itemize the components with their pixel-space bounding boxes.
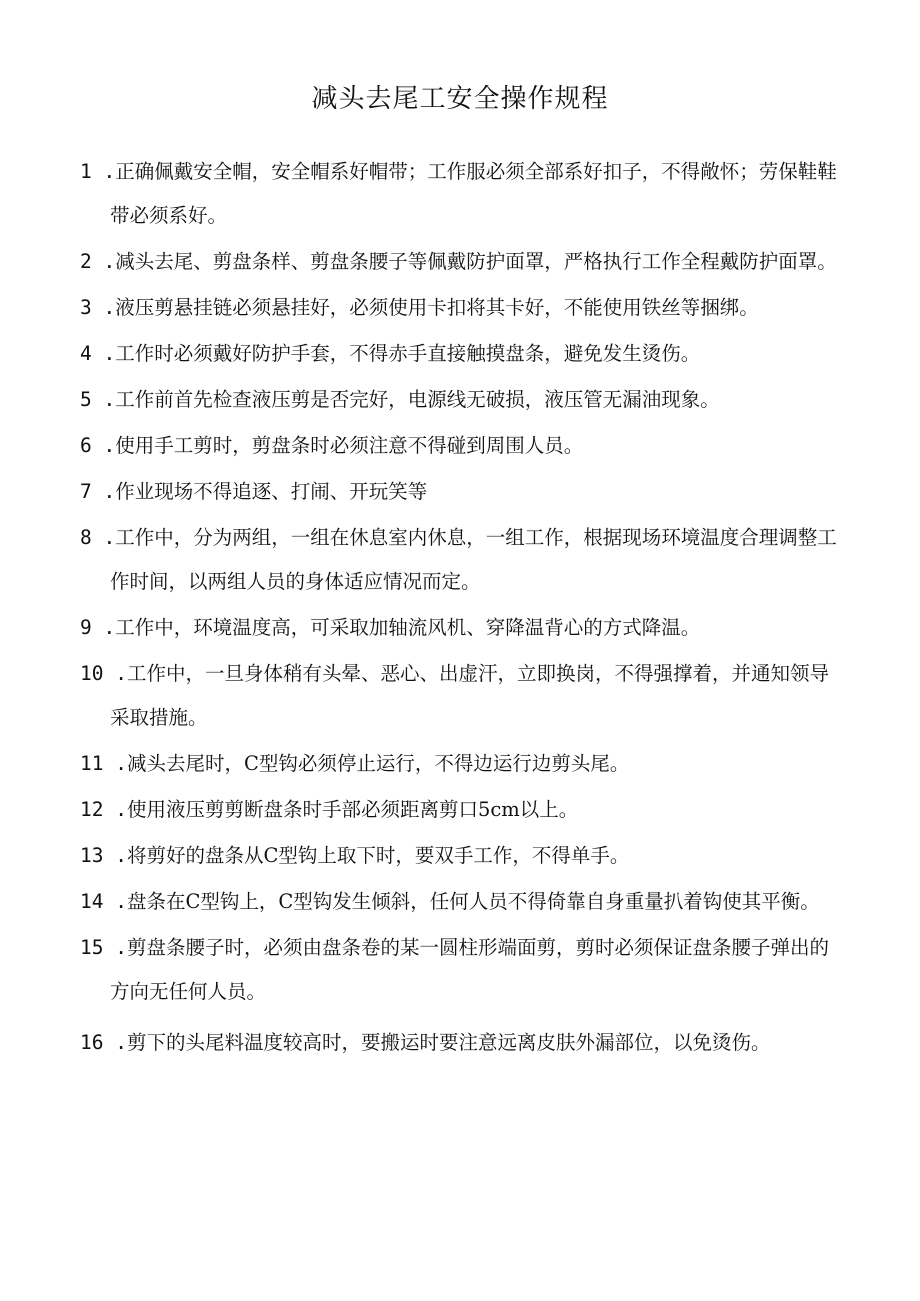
rule-number: 9 .: [80, 616, 116, 639]
rule-item: [80, 1028, 845, 1058]
rule-text: 工作中，分为两组，一组在休息室内休息，一组工作，根据现场环境温度合理调整工作时间，以两组人员的身体适应情况而定。: [110, 526, 837, 593]
rule-item: [80, 150, 845, 238]
rule-item: [80, 606, 845, 650]
rule-number: 11 .: [80, 752, 127, 775]
rule-item: [80, 332, 845, 376]
rule-item: [80, 286, 845, 330]
rule-text: 工作前首先检查液压剪是否完好，电源线无破损，液压管无漏油现象。: [115, 388, 720, 411]
rule-number: 12 .: [80, 798, 127, 821]
rule-number: 7 .: [80, 480, 116, 503]
rule-text: 工作中，一旦身体稍有头晕、恶心、出虚汗，立即换岗，不得强撑着，并通知领导采取措施。: [110, 662, 829, 729]
rule-number: 2 .: [80, 250, 116, 273]
rule-item: [80, 240, 845, 284]
document-title: 减头去尾工安全操作规程: [311, 84, 609, 114]
rule-text: 正确佩戴安全帽，安全帽系好帽带；工作服必须全部系好扣子，不得敞怀；劳保鞋鞋带必须系好。: [110, 160, 837, 227]
rule-number: 8 .: [80, 526, 116, 549]
rule-item: [80, 652, 845, 740]
rule-number: 5 .: [80, 388, 116, 411]
rule-text: 工作中，环境温度高，可采取加轴流风机、穿降温背心的方式降温。: [115, 616, 701, 639]
rule-text: 作业现场不得追逐、打闹、开玩笑等: [115, 480, 428, 503]
rule-number: 1 .: [80, 160, 116, 183]
rule-item: [80, 926, 845, 1014]
rule-item: [80, 378, 845, 422]
rule-number: 16 .: [80, 1031, 127, 1054]
rule-number: 10 .: [80, 662, 127, 685]
rule-text: 减头去尾时，C型钩必须停止运行，不得边运行边剪头尾。: [126, 752, 630, 775]
rule-text: 工作时必须戴好防护手套，不得赤手直接触摸盘条，避免发生烫伤。: [115, 342, 701, 365]
rule-item: [80, 470, 845, 514]
rule-text: 使用手工剪时，剪盘条时必须注意不得碰到周围人员。: [115, 434, 584, 457]
rule-item: [80, 880, 845, 924]
rule-text: 盘条在C型钩上，C型钩发生倾斜，任何人员不得倚靠自身重量扒着钩使其平衡。: [126, 890, 820, 913]
rule-number: 6 .: [80, 434, 116, 457]
rule-item: [80, 834, 845, 878]
rule-text: 将剪好的盘条从C型钩上取下时，要双手工作，不得单手。: [126, 844, 630, 867]
rule-number: 13 .: [80, 844, 127, 867]
rule-item: [80, 516, 845, 604]
rule-item: [80, 424, 845, 468]
rule-text: 剪下的头尾料温度较高时，要搬运时要注意远离皮肤外漏部位，以免烫伤。: [126, 1031, 771, 1054]
rule-number: 15 .: [80, 936, 127, 959]
rule-text: 剪盘条腰子时，必须由盘条卷的某一圆柱形端面剪，剪时必须保证盘条腰子弹出的方向无任何人员。: [110, 936, 829, 1003]
rule-list: [80, 150, 845, 1060]
rule-number: 3 .: [80, 296, 116, 319]
rule-number: 14 .: [80, 890, 127, 913]
rule-item: [80, 788, 845, 832]
rule-item: [80, 742, 845, 786]
rule-text: 液压剪悬挂链必须悬挂好，必须使用卡扣将其卡好，不能使用铁丝等捆绑。: [115, 296, 759, 319]
rule-text: 减头去尾、剪盘条样、剪盘条腰子等佩戴防护面罩，严格执行工作全程戴防护面罩。: [115, 250, 837, 273]
rule-text: 使用液压剪剪断盘条时手部必须距离剪口5cm以上。: [126, 798, 579, 821]
rule-number: 4 .: [80, 342, 116, 365]
